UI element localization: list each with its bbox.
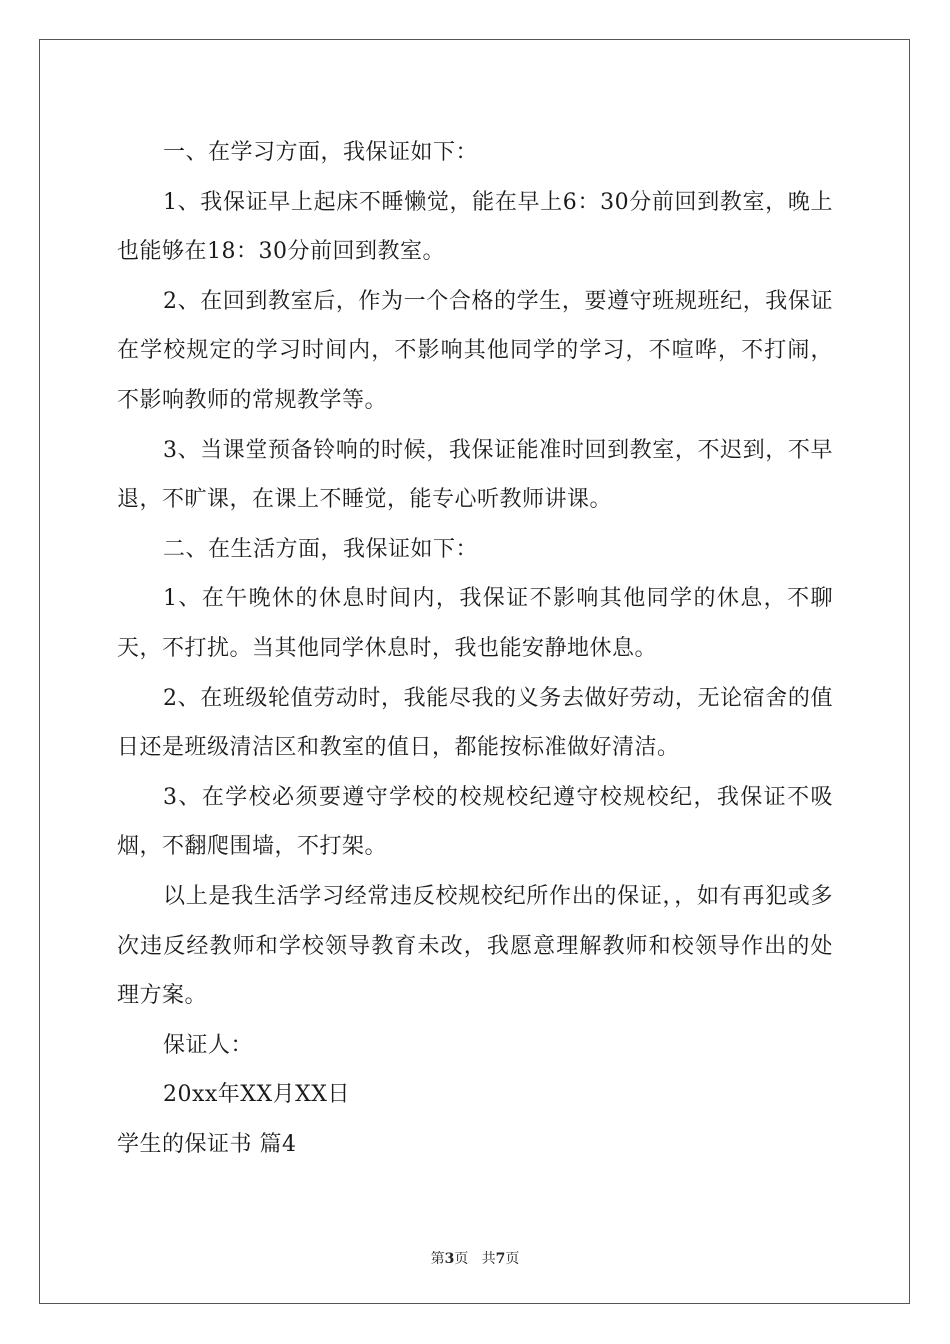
section-heading-life: 二、在生活方面，我保证如下：: [163, 536, 479, 562]
footer-page-total: 7: [495, 1251, 506, 1267]
life-item-3: 3、在学校必须要遵守学校的校规校纪遵守校规校纪，我保证不吸烟，不翻爬围墙，不打架。: [117, 784, 833, 860]
signer-label: 保证人：: [163, 1032, 254, 1058]
life-item-2: 2、在班级轮值劳动时，我能尽我的义务去做好劳动，无论宿舍的值日还是班级清洁区和教室的值日，都能按标准做好清洁。: [117, 685, 833, 761]
section-heading-study: 一、在学习方面，我保证如下：: [163, 140, 479, 165]
footer-page-mid: 页 共: [454, 1251, 496, 1267]
study-item-3: 3、当课堂预备铃响的时候，我保证能准时回到教室，不迟到，不早退，不旷课，在课上不睡觉，能专心听教师讲课。: [117, 437, 833, 513]
date-line: 20xx年XX月XX日: [163, 1082, 350, 1108]
document-body: [117, 128, 833, 1169]
study-item-2: 2、在回到教室后，作为一个合格的学生，要遵守班规班纪，我保证在学校规定的学习时间内，不影响其他同学的学习，不喧哗，不打闹，不影响教师的常规教学等。: [117, 288, 833, 413]
footer-page-suffix: 页: [505, 1251, 520, 1267]
life-item-1: 1、在午晚休的休息时间内，我保证不影响其他同学的休息，不聊天，不打扰。当其他同学休息时，我也能安静地休息。: [117, 586, 833, 661]
closing-statement: 以上是我生活学习经常违反校规校纪所作出的保证，，如有再犯或多次违反经教师和学校领导教育未改，我愿意理解教师和校领导作出的处理方案。: [117, 883, 833, 1009]
next-section-title: 学生的保证书 篇4: [117, 1131, 297, 1157]
page-footer: [0, 1248, 950, 1268]
study-item-1: 1、我保证早上起床不睡懒觉，能在早上6：30分前回到教室，晚上也能够在18：30分前回到教室。: [117, 189, 833, 265]
footer-page-current: 3: [444, 1251, 455, 1267]
footer-page-prefix: 第: [430, 1251, 445, 1267]
